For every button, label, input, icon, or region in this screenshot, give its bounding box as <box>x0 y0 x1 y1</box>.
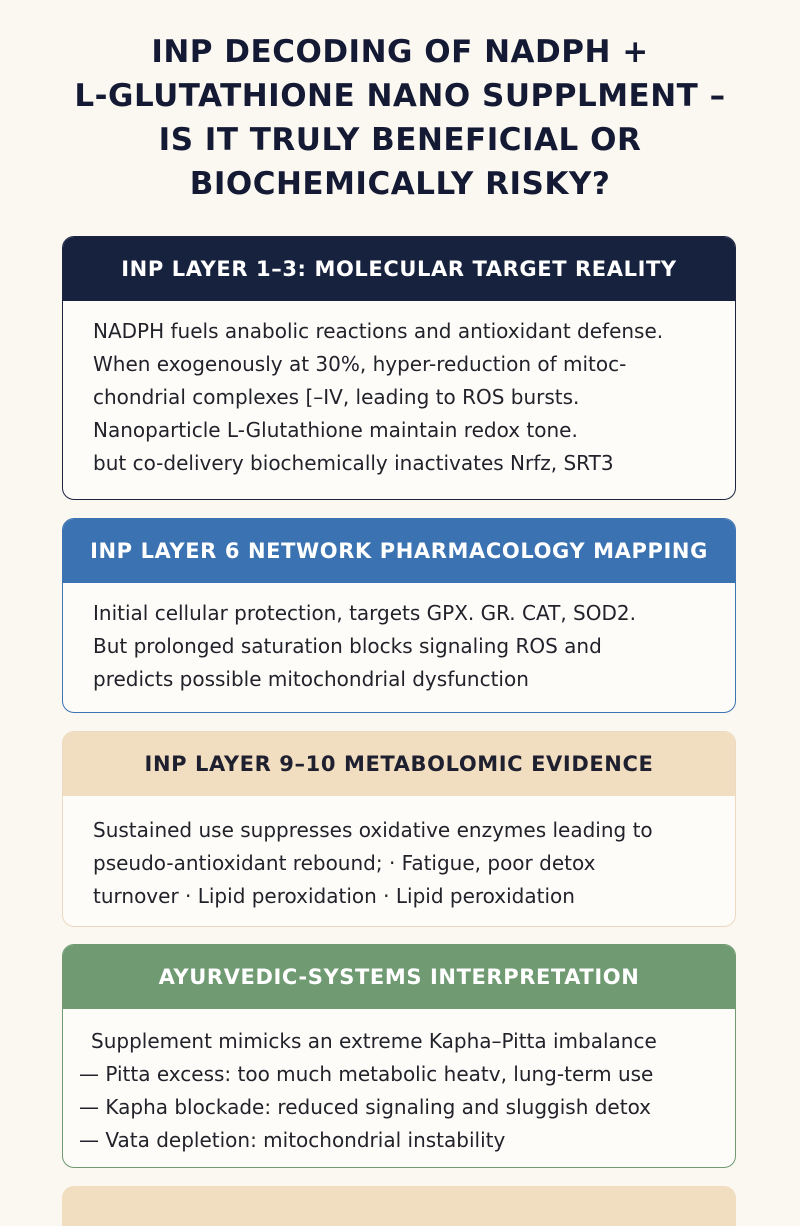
next-card-header-partial <box>62 1186 736 1226</box>
card-line: — Vata depletion: mitochondrial instability <box>79 1128 506 1152</box>
card-line: But prolonged saturation blocks signaling ROS and <box>93 634 602 658</box>
title-line-2: L-GLUTATHIONE NANO SUPPLMENT – <box>74 78 726 114</box>
card-heading: INP LAYER 1–3: MOLECULAR TARGET REALITY <box>63 237 735 301</box>
title-line-1: INP DECODING OF NADPH + <box>151 34 649 70</box>
card-heading: INP LAYER 9–10 METABOLOMIC EVIDENCE <box>63 732 735 796</box>
card-body <box>63 796 735 913</box>
card-line: Nanoparticle L-Glutathione maintain redox tone. <box>93 418 578 442</box>
card-line: When exogenously at 30%, hyper-reduction of mitoc- <box>93 352 627 376</box>
card-heading: AYURVEDIC-SYSTEMS INTERPRETATION <box>63 945 735 1009</box>
card-body <box>63 583 735 696</box>
card-line: pseudo-antioxidant rebound; · Fatigue, poor detox <box>93 851 596 875</box>
card-line: chondrial complexes [–IV, leading to ROS bursts. <box>93 385 580 409</box>
card-line: NADPH fuels anabolic reactions and antioxidant defense. <box>93 319 664 343</box>
card-line: turnover · Lipid peroxidation · Lipid peroxidation <box>93 884 575 908</box>
metabolomic-evidence-card <box>62 731 736 927</box>
card-line: — Pitta excess: too much metabolic heatv, lung-term use <box>79 1062 654 1086</box>
molecular-target-card <box>62 236 736 500</box>
card-line: — Kapha blockade: reduced signaling and sluggish detox <box>79 1095 652 1119</box>
card-body <box>63 1009 735 1157</box>
card-heading: INP LAYER 6 NETWORK PHARMACOLOGY MAPPING <box>63 519 735 583</box>
card-body <box>63 301 735 480</box>
card-line: Supplement mimicks an extreme Kapha–Pitta imbalance <box>91 1029 657 1053</box>
title-line-3: IS IT TRULY BENEFICIAL OR <box>158 122 642 158</box>
card-line: Initial cellular protection, targets GPX. GR. CAT, SOD2. <box>93 601 636 625</box>
card-line: Sustained use suppresses oxidative enzymes leading to <box>93 818 653 842</box>
card-line: predicts possible mitochondrial dysfunction <box>93 667 529 691</box>
page-title <box>0 30 800 206</box>
network-pharmacology-card <box>62 518 736 713</box>
title-line-4: BIOCHEMICALLY RISKY? <box>189 166 611 202</box>
card-line: but co-delivery biochemically inactivates Nrfz, SRT3 <box>93 451 614 475</box>
ayurvedic-interpretation-card <box>62 944 736 1168</box>
